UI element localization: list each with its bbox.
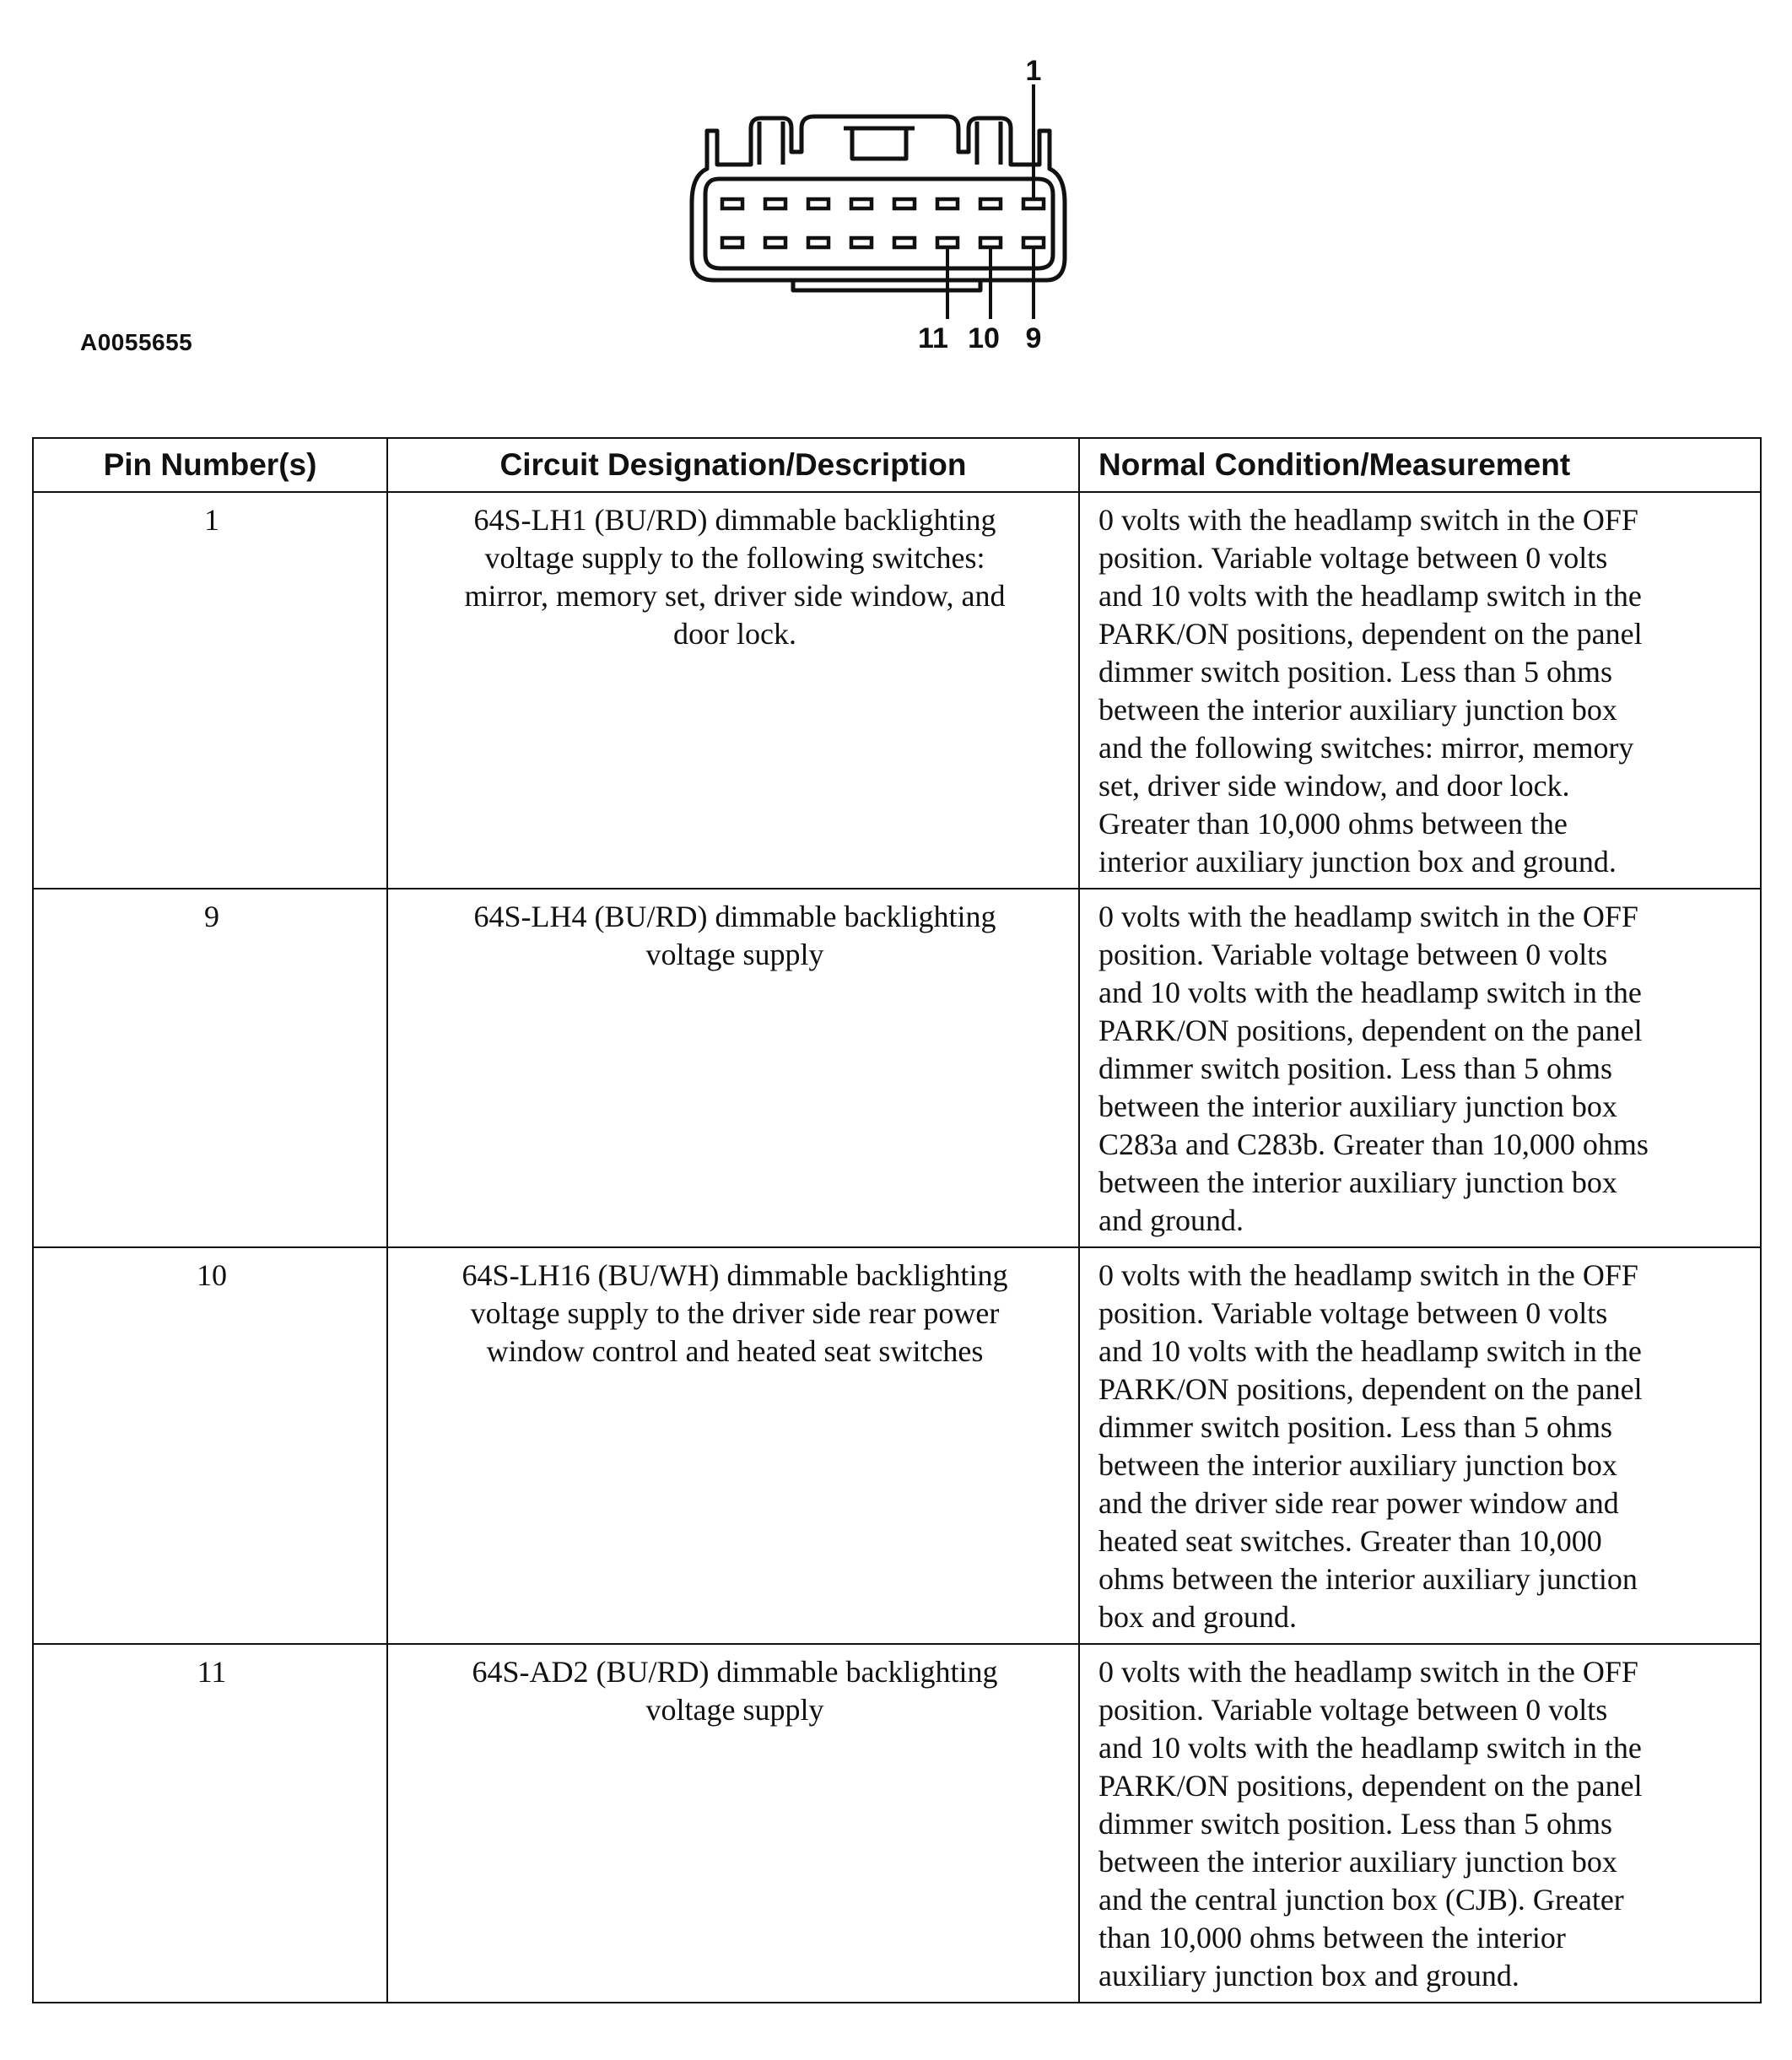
circuit-description-cell: 64S-LH16 (BU/WH) dimmable backlighting voltage supply to the driver side rear power window control and heated seat switches	[387, 1247, 1079, 1644]
circuit-description-cell: 64S-LH4 (BU/RD) dimmable backlighting voltage supply	[387, 889, 1079, 1247]
header-circuit-description: Circuit Designation/Description	[387, 438, 1079, 492]
callout-pin-9: 9	[1025, 322, 1042, 354]
pin-table	[32, 437, 1762, 2003]
connector-body	[692, 116, 1065, 280]
terminal-row-top	[722, 199, 1044, 208]
condition-cell: 0 volts with the headlamp switch in the OFF position. Variable voltage between 0 volts and 10 volts with the headlamp switch in the PARK/ON positions, dependent on the panel dimmer switch position. Less than 5 ohms between the interior auxiliary junction box and the central junction box (CJB). Greater than 10,000 ohms between the interior auxiliary junction box and ground.	[1079, 1644, 1761, 2003]
callout-pin-11: 11	[918, 322, 948, 354]
circuit-description-cell: 64S-AD2 (BU/RD) dimmable backlighting voltage supply	[387, 1644, 1079, 2003]
connector-diagram	[683, 51, 1122, 354]
pin-number-cell: 9	[33, 889, 387, 1247]
terminal-row-bottom	[722, 238, 1044, 247]
table-row	[33, 1247, 1761, 1644]
condition-cell: 0 volts with the headlamp switch in the OFF position. Variable voltage between 0 volts and 10 volts with the headlamp switch in the PARK/ON positions, dependent on the panel dimmer switch position. Less than 5 ohms between the interior auxiliary junction box and the driver side rear power window and heated seat switches. Greater than 10,000 ohms between the interior auxiliary junction box and ground.	[1079, 1247, 1761, 1644]
circuit-description-cell: 64S-LH1 (BU/RD) dimmable backlighting voltage supply to the following switches: mirror, memory set, driver side window, and door lock.	[387, 492, 1079, 889]
header-normal-condition: Normal Condition/Measurement	[1079, 438, 1761, 492]
table-row	[33, 1644, 1761, 2003]
header-pin-numbers: Pin Number(s)	[33, 438, 387, 492]
callout-pin-10: 10	[968, 322, 1000, 354]
pin-number-cell: 11	[33, 1644, 387, 2003]
table-row	[33, 889, 1761, 1247]
connector-key	[852, 128, 906, 159]
connector-face	[705, 179, 1053, 268]
figure-id: A0055655	[80, 329, 193, 355]
table-header-row	[33, 438, 1761, 492]
pin-number-cell: 1	[33, 492, 387, 889]
condition-cell: 0 volts with the headlamp switch in the OFF position. Variable voltage between 0 volts and 10 volts with the headlamp switch in the PARK/ON positions, dependent on the panel dimmer switch position. Less than 5 ohms between the interior auxiliary junction box C283a and C283b. Greater than 10,000 ohms between the interior auxiliary junction box and ground.	[1079, 889, 1761, 1247]
table-row	[33, 492, 1761, 889]
pin-number-cell: 10	[33, 1247, 387, 1644]
condition-cell: 0 volts with the headlamp switch in the OFF position. Variable voltage between 0 volts and 10 volts with the headlamp switch in the PARK/ON positions, dependent on the panel dimmer switch position. Less than 5 ohms between the interior auxiliary junction box and the following switches: mirror, memory set, driver side window, and door lock. Greater than 10,000 ohms between the interior auxiliary junction box and ground.	[1079, 492, 1761, 889]
callout-pin-1: 1	[1025, 55, 1042, 87]
